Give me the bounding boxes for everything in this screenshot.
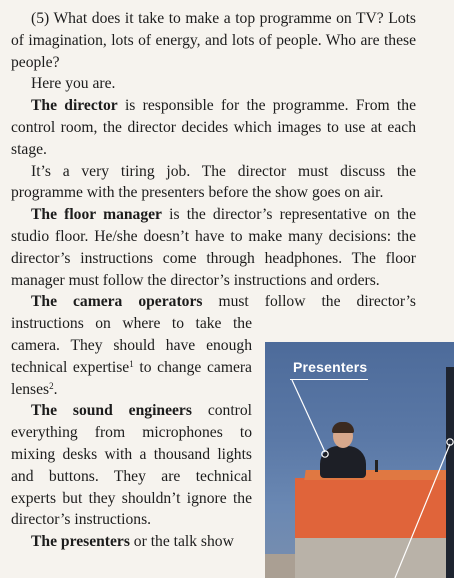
term-director: The director	[31, 97, 118, 115]
paragraph-floor-manager: The floor manager is the director’s representative on the studio floor. He/she doesn’t have to make many decisions: the director’s instructions come through headphones. The floor manager must follow the director’s instructions and orders.	[11, 206, 416, 289]
studio-photo	[265, 342, 454, 578]
footnote-1: 1	[129, 358, 134, 369]
label-underline	[290, 379, 368, 380]
camera-callout-line	[395, 444, 450, 578]
term-presenters: The presenters	[31, 533, 130, 551]
presenters-callout-line	[292, 380, 325, 452]
paragraph-presenters: The presenters or the talk show	[31, 533, 234, 551]
callout-lines	[265, 342, 454, 578]
presenters-label: Presenters	[293, 359, 368, 375]
paragraph-sound-engineers: The sound engineers control everything from microphones to mixing desks with a thousand lights and buttons. They are technical experts but they shouldn’t ignore the director’s instructions.	[11, 402, 252, 529]
paragraph-camera-operators-line: The camera operators must follow the director’s	[31, 293, 416, 311]
term-sound-engineers: The sound engineers	[31, 402, 192, 420]
paragraph-camera-operators-cont: instructions on where to take the camera. They should have enough technical expertise$^1$ to change camera lenses$^2$.	[11, 315, 252, 398]
term-camera-operators: The camera operators	[31, 293, 203, 311]
paragraph-intro: (5) What does it take to make a top programme on TV? Lots of imagination, lots of energy, and lots of people. Who are these people?	[11, 10, 416, 71]
paragraph-director: The director is responsible for the programme. From the control room, the director decides which images to use at each stage.	[11, 97, 416, 158]
footnote-2: 2	[49, 380, 54, 391]
paragraph-here-you-are: Here you are.	[31, 75, 116, 93]
paragraph-director-job: It’s a very tiring job. The director must discuss the programme with the presenters before the show goes on air.	[11, 162, 416, 202]
term-floor-manager: The floor manager	[31, 206, 162, 224]
